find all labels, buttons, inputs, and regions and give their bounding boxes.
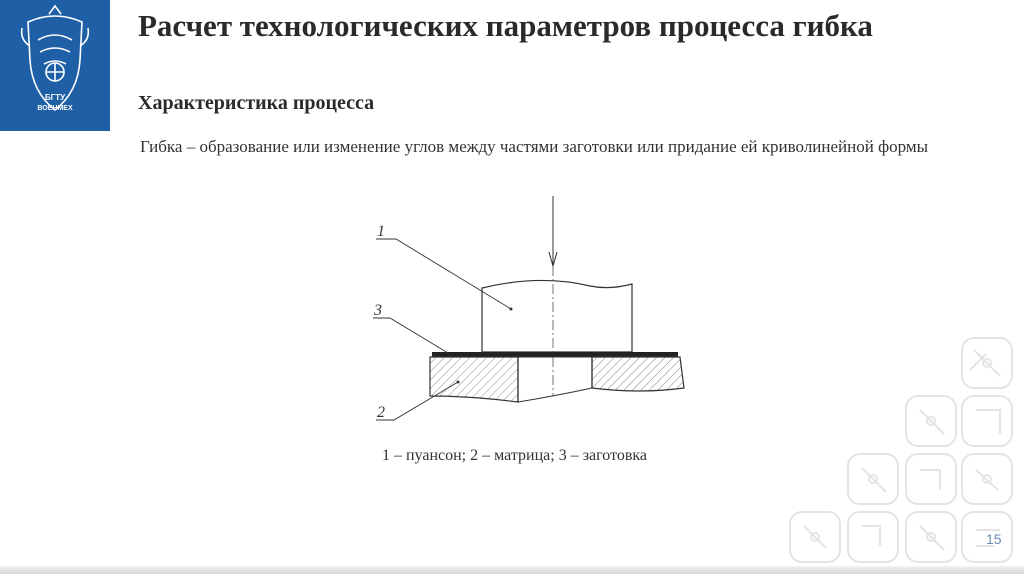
die — [430, 357, 684, 402]
page-number: 15 — [986, 531, 1002, 547]
section-subtitle: Характеристика процесса — [138, 92, 375, 114]
bottom-edge — [0, 566, 1024, 574]
logo-text-line2: ВОЕНМЕХ — [37, 105, 73, 112]
force-arrow — [549, 196, 557, 266]
page-title: Расчет технологических параметров процесса гибка — [138, 8, 873, 43]
label-punch: 1 — [377, 223, 385, 240]
bending-diagram — [340, 190, 700, 435]
figure-caption: 1 – пуансон; 2 – матрица; 3 – заготовка — [382, 447, 648, 464]
workpiece — [432, 352, 678, 357]
university-emblem-icon — [0, 0, 110, 131]
definition-text: Гибка – образование или изменение углов между частями заготовки или придание ей криволинейной формы — [140, 137, 929, 156]
label-workpiece: 3 — [374, 302, 382, 319]
university-logo — [0, 0, 110, 131]
punch — [482, 266, 632, 352]
logo-text-line1: БГТУ — [44, 93, 66, 102]
circuit-pattern-icon — [780, 330, 1020, 566]
label-die: 2 — [377, 404, 385, 421]
